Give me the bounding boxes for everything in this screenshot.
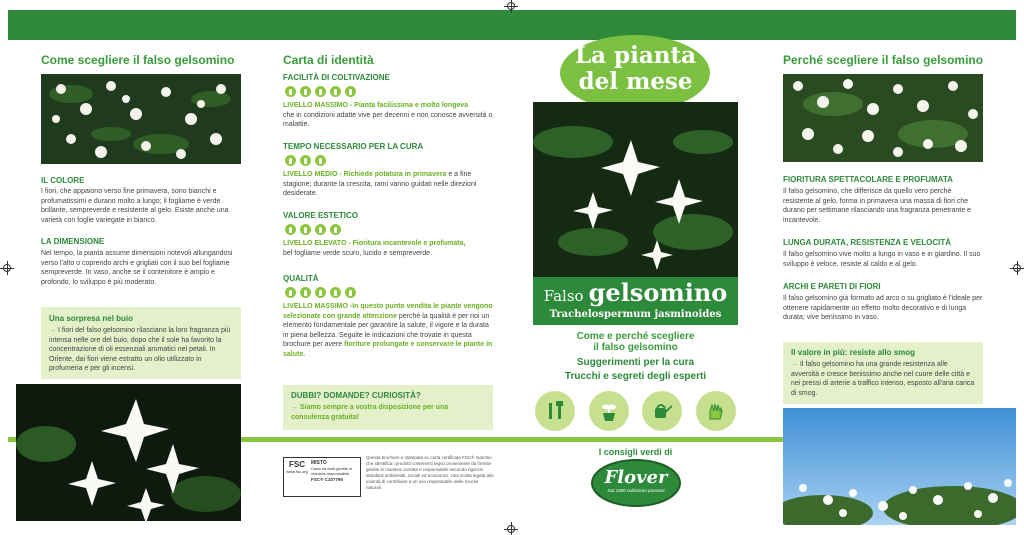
- sorpresa-box: [41, 307, 241, 379]
- leaf-level-icon: [285, 287, 296, 298]
- leaf-level-icon: [315, 86, 326, 97]
- crop-mark-icon: [507, 525, 515, 533]
- dubbi-text: Siamo sempre a vostra disposizione per una consulenza gratuita!: [291, 404, 449, 421]
- level-icons: [285, 224, 493, 235]
- jasmine-closeup-photo: [16, 384, 241, 521]
- leaf-level-icon: [285, 224, 296, 235]
- brand-tagline: Dal 1980 coltiviamo passioni: [607, 488, 665, 493]
- jasmine-sky-photo: [783, 408, 1016, 525]
- durata-heading: LUNGA DURATA, RESISTENZA E VELOCITÀ: [783, 238, 951, 247]
- consigli-label: I consigli verdi di: [598, 447, 673, 457]
- id-section-estetico: VALORE ESTETICO LIVELLO ELEVATO - Fioritura incantevole e profumata, bel fogliame verde scuro, lucido e sempreverde.: [283, 211, 493, 258]
- smog-text: Il falso gelsomino ha una grande resistenza alle avversità e cresce benissimo anche nel cuore delle città e nei pressi di arterie a traffico intenso, esposto all'aria carica di smog.: [791, 361, 975, 397]
- tools-icon: [535, 391, 575, 431]
- latin-name: Trachelospermum jasminoides: [549, 309, 722, 320]
- name-main: gelsomino: [588, 278, 728, 307]
- leaf-level-icon: [315, 287, 326, 298]
- dimensione-heading: LA DIMENSIONE: [41, 237, 105, 246]
- fsc-logo: FSC www.fsc.org MISTO Carta da fonti gestite in maniera responsabile FSC® C107795: [283, 457, 361, 497]
- fioritura-text: Il falso gelsomino, che differisce da quello vero perché resistente al gelo, forma in primavera una massa di fiori che durano per settimane rilasciando una fragranza penetrante e incantevole.: [783, 188, 971, 224]
- leaf-level-icon: [285, 86, 296, 97]
- plant-pot-icon: [589, 391, 629, 431]
- fioritura-heading: FIORITURA SPETTACOLARE E PROFUMATA: [783, 175, 953, 184]
- flover-logo: [591, 459, 681, 507]
- top-green-band: [8, 10, 1016, 40]
- leaf-level-icon: [330, 224, 341, 235]
- cover-icons: [533, 391, 738, 431]
- colore-heading: IL COLORE: [41, 176, 85, 185]
- name-prefix: Falso: [543, 287, 584, 305]
- leaf-level-icon: [345, 86, 356, 97]
- id-section-coltivazione: FACILITÀ DI COLTIVAZIONE LIVELLO MASSIMO - Pianta facilissima e molto longeva che in condizioni adatte vive per decenni e non conosce avversità o malattie.: [283, 73, 493, 128]
- leaf-level-icon: [345, 287, 356, 298]
- watering-can-icon: [642, 391, 682, 431]
- leaf-level-icon: [300, 155, 311, 166]
- leaf-level-icon: [330, 287, 341, 298]
- jasmine-bush-photo: [783, 74, 983, 162]
- col4-title: Perché scegliere il falso gelsomino: [783, 53, 984, 67]
- col1-title: Come scegliere il falso gelsomino: [41, 53, 235, 67]
- dimensione-text: Nel tempo, la pianta assume dimensioni notevoli allungandosi verso l'alto o coprendo archi e grigliati con il suo bel fogliame sempreverde. In vaso, anche se il contenitore è ampio e profondo, lo sviluppo è più moderato.: [41, 250, 233, 286]
- gloves-icon: [696, 391, 736, 431]
- brand-name: Flover: [604, 467, 668, 488]
- bubble-line1: La pianta: [574, 42, 697, 69]
- colore-text: I fiori, che appaiono verso fine primavera, sono bianchi e profumatissimi e durano molto a lungo; il fogliame è verde brillante, sempreverde e resistente al gelo. Esiste anche una varietà con foglie variegate in bianco.: [41, 188, 229, 224]
- leaf-level-icon: [315, 155, 326, 166]
- archi-heading: ARCHI E PARETI DI FIORI: [783, 282, 881, 291]
- leaf-level-icon: [330, 86, 341, 97]
- leaf-level-icon: [300, 224, 311, 235]
- crop-mark-icon: [1013, 264, 1021, 272]
- smog-title: Il valore in più: resiste allo smog: [791, 348, 916, 357]
- leaf-level-icon: [285, 155, 296, 166]
- dubbi-box: [283, 385, 493, 430]
- level-icons: [285, 86, 493, 97]
- col2-title: Carta di identità: [283, 53, 374, 67]
- leaf-level-icon: [300, 287, 311, 298]
- crop-mark-icon: [3, 264, 11, 272]
- id-section-qualita: QUALITÀ LIVELLO MASSIMO -In questo punto vendita le piante vengono selezionate con grande attenzione perché la qualità è per noi un elemento fondamentale per garantire la salute, il vigore e la durata in piena bellezza. Seguite le indicazioni che trovate in questa brochure per avere fioriture prolungate e conservare le piante in salute.: [283, 274, 493, 358]
- leaf-level-icon: [315, 224, 326, 235]
- plant-of-month-photo: [533, 102, 738, 277]
- level-icons: [285, 155, 493, 166]
- sorpresa-title: Una sorpresa nel buio: [49, 314, 134, 323]
- arrow-icon: →: [791, 361, 800, 368]
- level-icons: [285, 287, 493, 298]
- cover-links: Come e perché scegliere il falso gelsomino Suggerimenti per la cura Trucchi e segreti degli esperti: [564, 331, 707, 382]
- dubbi-title: DUBBI? DOMANDE? CURIOSITÀ?: [291, 391, 421, 400]
- arrow-icon: →: [291, 404, 300, 411]
- id-section-tempo: TEMPO NECESSARIO PER LA CURA LIVELLO MEDIO - Richiede potatura in primavera e a fine stagione; durante la crescita, rami vanno guidati nelle direzioni desiderate.: [283, 142, 493, 199]
- bubble-line2: del mese: [578, 68, 693, 95]
- leaf-level-icon: [300, 86, 311, 97]
- smog-box: [783, 342, 983, 404]
- crop-mark-icon: [507, 2, 515, 10]
- durata-text: Il falso gelsomino vive molto a lungo in vaso e in giardino. Il suo sviluppo è veloce, resiste al caldo e al gelo.: [783, 251, 981, 268]
- jasmine-flowers-photo: [41, 74, 241, 164]
- archi-text: Il falso gelsomino già formato ad arco o su grigliato è l'ideale per ottenere rapidamente un effetto molto decorativo e di lunga durata; vive benissimo in vaso.: [783, 295, 983, 321]
- fsc-text: Questa brochure è stampata su carta certificata FSC® marchio che identifica i prodotti contenenti legno proveniente da foreste gestite in maniera corretta e responsabile secondo rigorosi standard ambientali, sociali ed economici. Una scelta legata alla volontà di contribuire a un uso responsabile delle risorse naturali.: [366, 455, 494, 490]
- arrow-icon: →: [49, 327, 58, 334]
- sorpresa-text: I fiori del falso gelsomino rilasciano la loro fragranza più intensa nelle ore del buio, dopo che il sole ha favorito la concentrazione di oli essenziali aromatici nei petali. In Oriente, dai fiori viene estratto un olio utilizzato in profumeria e per gli incensi.: [49, 327, 231, 372]
- plant-name-band: [533, 277, 738, 325]
